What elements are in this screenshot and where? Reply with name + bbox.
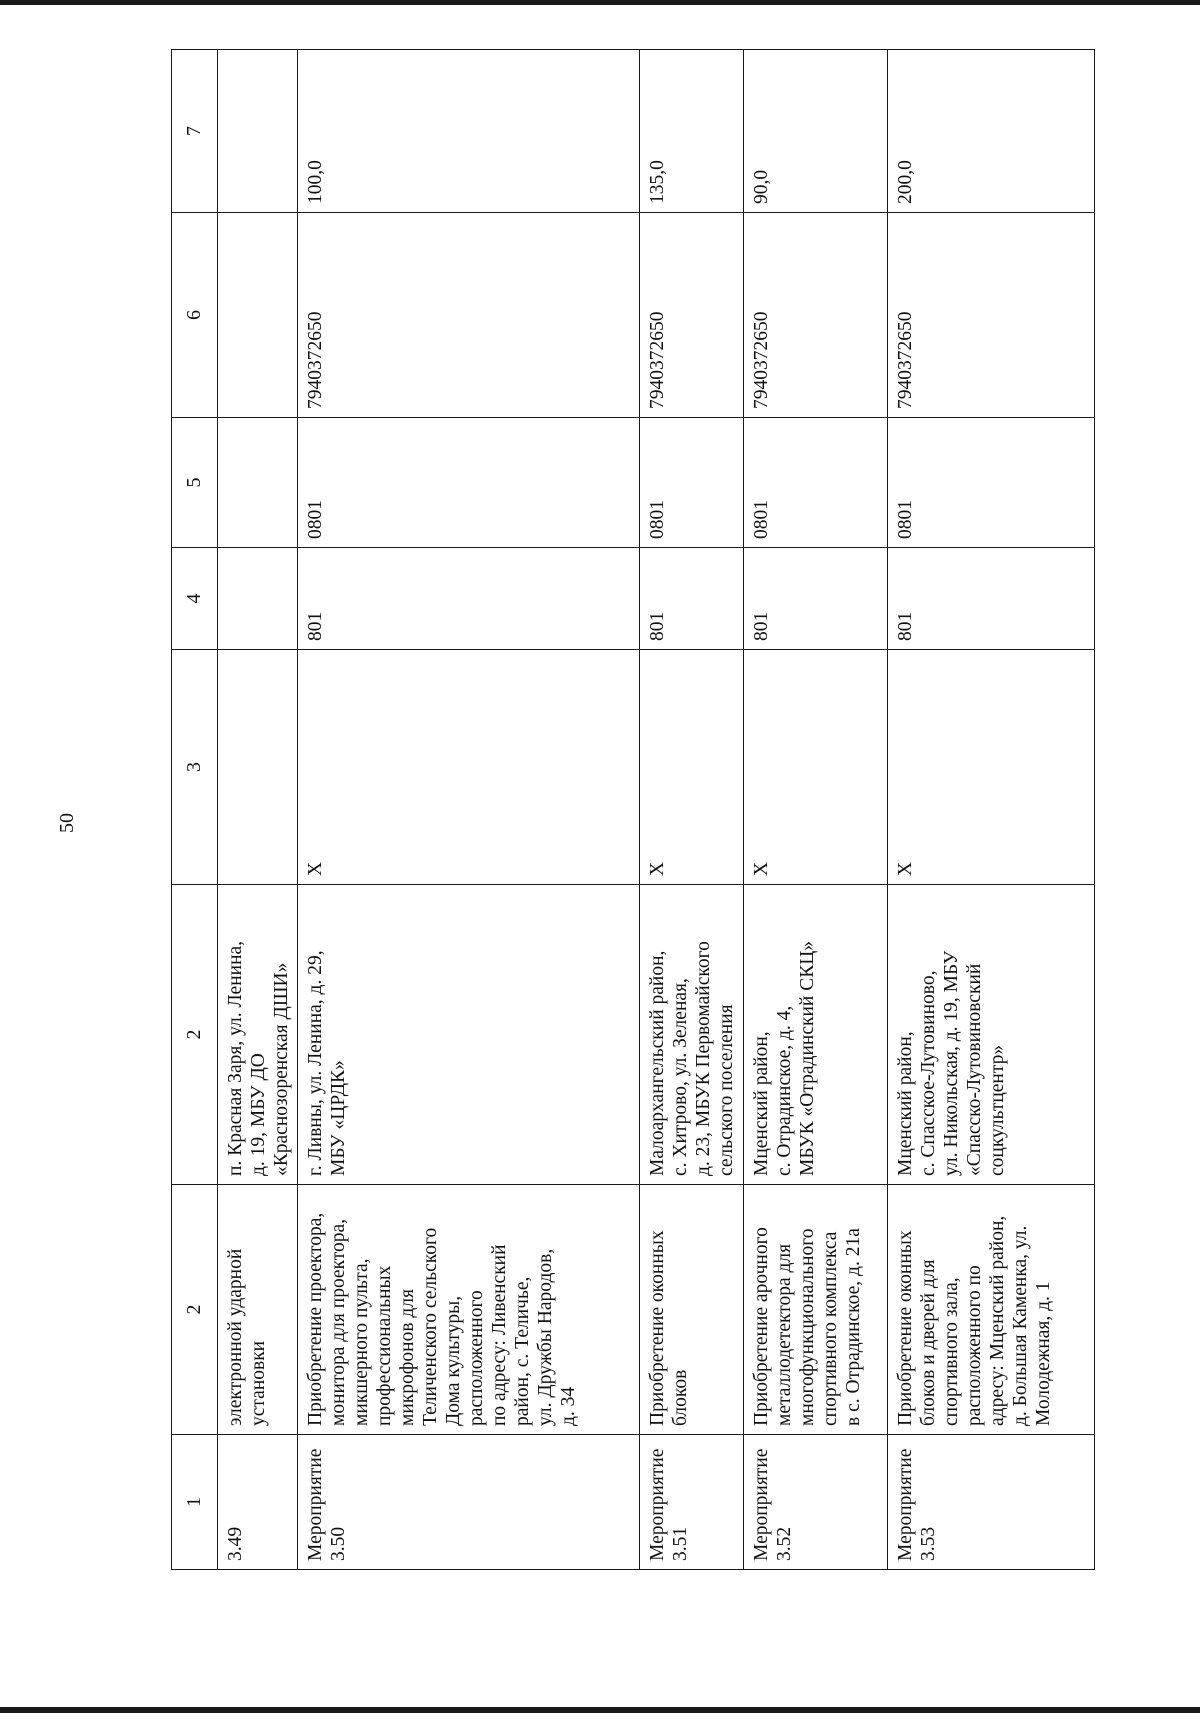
item-number-cell: Мероприятие 3.50 [298, 1435, 640, 1570]
item-description-cell: Приобретение арочного металлодетектора для многофункционального спортивного комплекса в с. Отрадинское, д. 21а [744, 1185, 888, 1435]
header-cell: 2 [172, 885, 218, 1185]
item-col6-cell: 7940372650 [888, 213, 1095, 418]
table-row-3-51 [640, 50, 744, 1570]
item-col4-cell [218, 548, 298, 650]
table-row-3-49 [218, 50, 298, 1570]
item-col6-cell: 7940372650 [298, 213, 640, 418]
header-cell: 4 [172, 548, 218, 650]
item-description-cell: Приобретение проектора, монитора для проектора, микшерного пульта, профессиональных микрофонов для Теличенского сельского Дома культуры, расположенного по адресу: Ливенский район, с. Теличье, ул. Дружбы Народов, д. 34 [298, 1185, 640, 1435]
item-location-cell: Малоархангельский район, с. Хитрово, ул. Зеленая, д. 23, МБУК Первомайского сельского поселения [640, 885, 744, 1185]
item-col6-cell [218, 213, 298, 418]
header-cell: 3 [172, 650, 218, 885]
scan-edge-top [0, 0, 1200, 5]
item-location-cell: п. Красная Заря, ул. Ленина, д. 19, МБУ ДО «Краснозоренская ДШИ» [218, 885, 298, 1185]
item-col4-cell: 801 [298, 548, 640, 650]
header-cell: 7 [172, 50, 218, 213]
item-col3-cell: X [888, 650, 1095, 885]
item-col3-cell: X [640, 650, 744, 885]
header-cell: 1 [172, 1435, 218, 1570]
header-cell: 5 [172, 418, 218, 548]
item-col7-cell: 135,0 [640, 50, 744, 213]
item-description-cell: электронной ударной установки [218, 1185, 298, 1435]
item-col3-cell: X [298, 650, 640, 885]
item-col3-cell: X [744, 650, 888, 885]
item-description-cell: Приобретение оконных блоков и дверей для спортивного зала, расположенного по адресу: Мценский район, д. Большая Каменка, ул. Молодежная, д. 1 [888, 1185, 1095, 1435]
data-table [171, 49, 1095, 1570]
table-row-3-50 [298, 50, 640, 1570]
item-number-cell: Мероприятие 3.52 [744, 1435, 888, 1570]
item-col7-cell: 100,0 [298, 50, 640, 213]
item-col5-cell: 0801 [298, 418, 640, 548]
item-col5-cell: 0801 [640, 418, 744, 548]
item-location-cell: Мценский район, с. Спасское-Лутовиново, ул. Никольская, д. 19, МБУ «Спасско-Лутовиновский соцкультцентр» [888, 885, 1095, 1185]
table-row-3-52 [744, 50, 888, 1570]
item-number-cell: Мероприятие 3.51 [640, 1435, 744, 1570]
item-col5-cell: 0801 [744, 418, 888, 548]
header-cell: 6 [172, 213, 218, 418]
table-row-3-53 [888, 50, 1095, 1570]
item-number-cell: Мероприятие 3.53 [888, 1435, 1095, 1570]
header-row [172, 50, 218, 1570]
item-col3-cell [218, 650, 298, 885]
item-col4-cell: 801 [744, 548, 888, 650]
table-frame [171, 50, 1090, 1570]
item-number-cell: 3.49 [218, 1435, 298, 1570]
scan-edge-bottom [0, 1707, 1200, 1713]
page-number: 50 [55, 813, 78, 833]
item-col4-cell: 801 [888, 548, 1095, 650]
item-col5-cell: 0801 [888, 418, 1095, 548]
item-location-cell: Мценский район, с. Отрадинское, д. 4, МБУК «Отрадинский СКЦ» [744, 885, 888, 1185]
item-col5-cell [218, 418, 298, 548]
item-col6-cell: 7940372650 [744, 213, 888, 418]
header-cell: 2 [172, 1185, 218, 1435]
item-col7-cell [218, 50, 298, 213]
item-col6-cell: 7940372650 [640, 213, 744, 418]
item-description-cell: Приобретение оконных блоков [640, 1185, 744, 1435]
item-col7-cell: 200,0 [888, 50, 1095, 213]
item-location-cell: г. Ливны, ул. Ленина, д. 29, МБУ «ЦРДК» [298, 885, 640, 1185]
item-col4-cell: 801 [640, 548, 744, 650]
item-col7-cell: 90,0 [744, 50, 888, 213]
